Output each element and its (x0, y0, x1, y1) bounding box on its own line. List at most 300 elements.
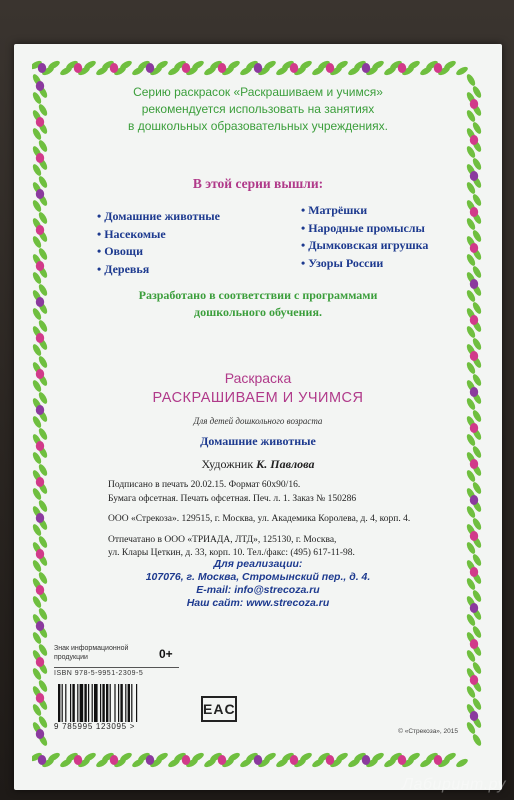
leaf-ornament (365, 65, 379, 77)
leaf-ornament (155, 751, 169, 763)
leaf-ornament (131, 65, 145, 77)
leaf-ornament (471, 535, 482, 549)
leaf-ornament (37, 499, 49, 513)
leaf-ornament (37, 661, 49, 675)
berry-ornament (470, 639, 478, 649)
leaf-ornament (471, 319, 482, 333)
leaf-ornament (37, 211, 49, 225)
leaf-ornament (37, 193, 49, 207)
leaf-ornament (37, 409, 49, 423)
leaf-ornament (465, 109, 477, 123)
leaf-ornament (37, 373, 49, 387)
barcode-bar (72, 684, 74, 722)
leaf-ornament (471, 643, 482, 657)
leaf-ornament (32, 703, 43, 717)
leaf-ornament (471, 463, 482, 477)
berry-ornament (182, 755, 190, 765)
leaf-ornament (32, 235, 43, 249)
leaf-ornament (471, 571, 482, 585)
leaf-ornament (257, 757, 271, 768)
leaf-ornament (32, 397, 43, 411)
leaf-ornament (281, 60, 295, 71)
leaf-ornament (32, 685, 43, 699)
leaf-ornament (32, 60, 43, 71)
series-list-right (301, 202, 428, 272)
leaf-ornament (239, 65, 253, 77)
barcode (58, 684, 166, 722)
series-item: • Дымковская игрушка (301, 237, 428, 255)
leaf-ornament (119, 60, 133, 71)
leaf-ornament (37, 445, 49, 459)
leaf-ornament (32, 559, 43, 573)
leaf-ornament (465, 379, 477, 393)
leaf-ornament (37, 337, 49, 351)
leaf-ornament (425, 60, 439, 71)
series-item: • Узоры России (301, 255, 428, 273)
berry-ornament (36, 549, 44, 559)
leaf-ornament (465, 433, 477, 447)
leaf-ornament (465, 289, 477, 303)
berry-ornament (36, 657, 44, 667)
leaf-ornament (329, 65, 343, 77)
leaf-ornament (419, 65, 433, 77)
leaf-ornament (32, 343, 43, 357)
leaf-ornament (37, 157, 49, 171)
leaf-ornament (119, 751, 133, 763)
leaf-ornament (37, 391, 49, 405)
berry-ornament (36, 189, 44, 199)
leaf-ornament (465, 181, 477, 195)
leaf-ornament (347, 65, 361, 77)
sales-line: 107076, г. Москва, Стромынский пер., д. 4. (145, 571, 371, 583)
leaf-ornament (293, 757, 307, 768)
note-line: дошкольного обучения. (194, 305, 322, 319)
berry-ornament (470, 567, 478, 577)
leaf-ornament (209, 60, 223, 71)
berry-ornament (36, 513, 44, 523)
leaf-ornament (465, 487, 477, 501)
leaf-ornament (465, 235, 477, 249)
leaf-ornament (32, 415, 43, 429)
leaf-ornament (37, 229, 49, 243)
leaf-ornament (471, 589, 482, 603)
leaf-ornament (353, 60, 367, 71)
leaf-ornament (465, 613, 477, 627)
berry-ornament (36, 369, 44, 379)
leaf-ornament (155, 60, 169, 71)
leaf-ornament (471, 553, 482, 567)
berry-ornament (36, 333, 44, 343)
barcode-bar (58, 684, 60, 722)
leaf-ornament (173, 751, 187, 763)
imprint-line: Бумага офсетная. Печать офсетная. Печ. л. 1. Заказ № 150286 (108, 493, 357, 504)
leaf-ornament (437, 65, 451, 77)
leaf-ornament (471, 661, 482, 675)
barcode-bar (80, 684, 84, 722)
leaf-ornament (77, 65, 91, 77)
leaf-ornament (227, 60, 241, 71)
leaf-ornament (32, 433, 43, 447)
leaf-ornament (65, 751, 79, 763)
leaf-ornament (465, 73, 477, 87)
leaf-ornament (471, 697, 482, 711)
leaf-ornament (191, 751, 205, 763)
leaf-ornament (465, 307, 477, 321)
leaf-ornament (37, 553, 49, 567)
leaf-ornament (465, 415, 477, 429)
leaf-ornament (275, 65, 289, 77)
leaf-ornament (83, 60, 97, 71)
leaf-ornament (383, 757, 397, 768)
barcode-bar (114, 684, 115, 722)
leaf-ornament (37, 535, 49, 549)
leaf-ornament (471, 427, 482, 441)
leaf-ornament (465, 451, 477, 465)
leaf-ornament (471, 283, 482, 297)
leaf-ornament (471, 229, 482, 243)
leaf-ornament (32, 667, 43, 681)
leaf-ornament (471, 409, 482, 423)
leaf-ornament (32, 577, 43, 591)
leaf-ornament (37, 481, 49, 495)
berry-ornament (254, 63, 262, 73)
leaf-ornament (32, 523, 43, 537)
berry-ornament (362, 755, 370, 765)
leaf-ornament (465, 703, 477, 717)
leaf-ornament (471, 517, 482, 531)
leaf-ornament (471, 103, 482, 117)
barcode-bar (100, 684, 101, 722)
leaf-ornament (335, 751, 349, 763)
leaf-ornament (32, 253, 43, 267)
leaf-ornament (137, 60, 151, 71)
sales-contacts (54, 558, 462, 610)
intro-line: в дошкольных образовательных учреждениях. (128, 119, 388, 133)
leaf-ornament (47, 751, 61, 763)
leaf-ornament (37, 301, 49, 315)
leaf-ornament (32, 325, 43, 339)
berry-ornament (36, 585, 44, 595)
berry-ornament (326, 755, 334, 765)
berry-ornament (470, 387, 478, 397)
berry-ornament (290, 63, 298, 73)
leaf-ornament (471, 121, 482, 135)
leaf-ornament (32, 109, 43, 123)
leaf-ornament (465, 631, 477, 645)
leaf-ornament (41, 65, 55, 77)
berry-ornament (470, 99, 478, 109)
intro-line: Серию раскрасок «Раскрашиваем и учимся» (133, 85, 383, 99)
berry-ornament (470, 171, 478, 181)
berry-ornament (470, 207, 478, 217)
leaf-ornament (335, 60, 349, 71)
leaf-ornament (59, 757, 73, 768)
book-type: Раскраска (224, 370, 292, 386)
leaf-ornament (37, 643, 49, 657)
barcode-bar (125, 684, 126, 722)
leaf-ornament (425, 751, 439, 763)
leaf-ornament (32, 541, 43, 555)
leaf-ornament (471, 445, 482, 459)
cover-content (54, 84, 462, 734)
leaf-ornament (389, 751, 403, 763)
barcode-bar (106, 684, 108, 722)
sales-website: Наш сайт: www.strecoza.ru (186, 597, 330, 609)
intro-text (54, 84, 462, 135)
leaf-ornament (137, 751, 151, 763)
leaf-ornament (32, 289, 43, 303)
leaf-ornament (401, 65, 415, 77)
sales-line: Для реализации: (213, 558, 303, 570)
info-product-sign (54, 644, 128, 662)
book-subtitle: Домашние животные (200, 434, 316, 448)
leaf-ornament (37, 319, 49, 333)
leaf-ornament (471, 211, 482, 225)
berry-ornament (470, 495, 478, 505)
leaf-ornament (401, 757, 415, 768)
leaf-ornament (263, 60, 277, 71)
imprint-line: ООО «Стрекоза». 129515, г. Москва, ул. Академика Королева, д. 4, корп. 4. (108, 514, 411, 524)
leaf-ornament (443, 751, 457, 763)
berry-ornament (434, 63, 442, 73)
berry-ornament (36, 153, 44, 163)
leaf-ornament (32, 181, 43, 195)
leaf-ornament (471, 679, 482, 693)
leaf-ornament (245, 751, 259, 763)
booklet-back-cover (14, 44, 502, 790)
imprint-line: ул. Клары Цеткин, д. 33, корп. 10. Тел./факс: (495) 617-11-98. (108, 548, 355, 558)
leaf-ornament (37, 139, 49, 153)
berry-ornament (470, 675, 478, 685)
leaf-ornament (465, 145, 477, 159)
leaf-ornament (465, 271, 477, 285)
leaf-ornament (227, 751, 241, 763)
leaf-ornament (263, 751, 277, 763)
barcode-bar (88, 684, 89, 722)
imprint-line: Подписано в печать 20.02.15. Формат 60х90/16. (108, 480, 301, 490)
berry-ornament (218, 755, 226, 765)
series-item: • Насекомые (97, 226, 220, 244)
leaf-ornament (437, 757, 451, 768)
leaf-ornament (471, 355, 482, 369)
leaf-ornament (257, 65, 271, 77)
berry-ornament (36, 729, 44, 739)
leaf-ornament (32, 649, 43, 663)
leaf-ornament (317, 751, 331, 763)
berry-ornament (398, 755, 406, 765)
leaf-ornament (465, 577, 477, 591)
leaf-ornament (471, 625, 482, 639)
leaf-ornament (101, 60, 115, 71)
berry-ornament (470, 531, 478, 541)
leaf-ornament (185, 757, 199, 768)
leaf-ornament (191, 60, 205, 71)
leaf-ornament (275, 757, 289, 768)
barcode-bar (128, 684, 130, 722)
leaf-ornament (167, 757, 181, 768)
info-sign-line: продукции (54, 654, 88, 661)
leaf-ornament (32, 217, 43, 231)
barcode-bar (120, 684, 122, 722)
imprint-line: Отпечатано в ООО «ТРИАДА, ЛТД», 125130, г. Москва, (108, 534, 337, 545)
berry-ornament (36, 405, 44, 415)
leaf-ornament (37, 85, 49, 99)
leaf-ornament (465, 163, 477, 177)
berry-ornament (470, 315, 478, 325)
leaf-ornament (471, 715, 482, 729)
leaf-ornament (113, 757, 127, 768)
watermark: Лабиринт.ру (402, 776, 506, 793)
leaf-ornament (32, 505, 43, 519)
leaf-ornament (299, 60, 313, 71)
leaf-ornament (47, 60, 61, 71)
leaf-ornament (465, 667, 477, 681)
berry-ornament (326, 63, 334, 73)
berry-ornament (36, 261, 44, 271)
leaf-ornament (37, 571, 49, 585)
berry-ornament (254, 755, 262, 765)
artist-credit (54, 457, 462, 472)
leaf-ornament (209, 751, 223, 763)
leaf-ornament (37, 589, 49, 603)
leaf-ornament (383, 65, 397, 77)
leaf-ornament (471, 265, 482, 279)
leaf-ornament (465, 649, 477, 663)
barcode-bar (84, 684, 86, 722)
leaf-ornament (465, 91, 477, 105)
berry-ornament (36, 441, 44, 451)
berry-ornament (110, 63, 118, 73)
leaf-ornament (83, 751, 97, 763)
age-rating-badge: 0+ (159, 647, 173, 661)
leaf-ornament (173, 60, 187, 71)
imprint-block (108, 479, 448, 561)
series-item: • Деревья (97, 261, 220, 279)
age-note: Для детей дошкольного возраста (193, 416, 323, 426)
berry-ornament (182, 63, 190, 73)
berry-ornament (36, 225, 44, 235)
berry-ornament (146, 755, 154, 765)
leaf-ornament (471, 85, 482, 99)
leaf-ornament (471, 139, 482, 153)
barcode-bar (62, 684, 63, 722)
berry-ornament (470, 603, 478, 613)
leaf-ornament (471, 481, 482, 495)
leaf-ornament (32, 379, 43, 393)
leaf-ornament (443, 60, 457, 71)
leaf-ornament (37, 625, 49, 639)
eac-mark: EAC (201, 696, 237, 722)
leaf-ornament (317, 60, 331, 71)
berry-ornament (470, 459, 478, 469)
leaf-ornament (471, 301, 482, 315)
divider (54, 667, 179, 668)
leaf-ornament (389, 60, 403, 71)
leaf-ornament (465, 343, 477, 357)
leaf-ornament (37, 463, 49, 477)
leaf-ornament (465, 685, 477, 699)
leaf-ornament (407, 60, 421, 71)
note-line: Разработано в соответствии с программами (138, 288, 378, 302)
barcode-bar (118, 684, 119, 722)
leaf-ornament (465, 361, 477, 375)
leaf-ornament (32, 361, 43, 375)
leaf-ornament (149, 65, 163, 77)
leaf-ornament (371, 751, 385, 763)
series-list-left (97, 208, 220, 278)
series-title: В этой серии вышли: (192, 176, 324, 191)
leaf-ornament (455, 65, 469, 77)
leaf-ornament (37, 697, 49, 711)
barcode-number: 9 785995 123095 > (54, 722, 136, 731)
leaf-ornament (37, 427, 49, 441)
leaf-ornament (149, 757, 163, 768)
leaf-ornament (203, 757, 217, 768)
leaf-ornament (41, 757, 55, 768)
info-sign-line: Знак информационной (54, 645, 129, 652)
artist-label: Художник (201, 457, 254, 471)
berry-ornament (38, 63, 46, 73)
leaf-ornament (471, 373, 482, 387)
berry-ornament (470, 711, 478, 721)
leaf-ornament (407, 751, 421, 763)
leaf-ornament (311, 757, 325, 768)
leaf-ornament (471, 337, 482, 351)
berry-ornament (36, 297, 44, 307)
berry-ornament (290, 755, 298, 765)
leaf-ornament (465, 541, 477, 555)
berry-ornament (38, 755, 46, 765)
leaf-ornament (353, 751, 367, 763)
leaf-ornament (371, 60, 385, 71)
barcode-bar (65, 684, 66, 722)
barcode-bar (70, 684, 71, 722)
sales-email: E-mail: info@strecoza.ru (196, 584, 320, 596)
intro-line: рекомендуется использовать на занятиях (141, 102, 375, 116)
leaf-ornament (299, 751, 313, 763)
leaf-ornament (471, 193, 482, 207)
berry-ornament (362, 63, 370, 73)
leaf-ornament (471, 733, 482, 747)
leaf-ornament (311, 65, 325, 77)
leaf-ornament (221, 757, 235, 768)
leaf-ornament (32, 91, 43, 105)
leaf-ornament (329, 757, 343, 768)
leaf-ornament (471, 391, 482, 405)
leaf-ornament (281, 751, 295, 763)
leaf-ornament (95, 65, 109, 77)
leaf-ornament (347, 757, 361, 768)
leaf-ornament (95, 757, 109, 768)
berry-ornament (36, 693, 44, 703)
leaf-ornament (131, 757, 145, 768)
berry-ornament (36, 81, 44, 91)
berry-ornament (470, 351, 478, 361)
barcode-bar (102, 684, 104, 722)
leaf-ornament (465, 127, 477, 141)
barcode-bar (110, 684, 111, 722)
leaf-ornament (32, 469, 43, 483)
berry-ornament (36, 621, 44, 631)
series-item: • Овощи (97, 243, 220, 261)
leaf-ornament (37, 247, 49, 261)
leaf-ornament (32, 163, 43, 177)
leaf-ornament (37, 355, 49, 369)
leaf-ornament (203, 65, 217, 77)
berry-ornament (470, 135, 478, 145)
leaf-ornament (37, 283, 49, 297)
barcode-bar (94, 684, 98, 722)
